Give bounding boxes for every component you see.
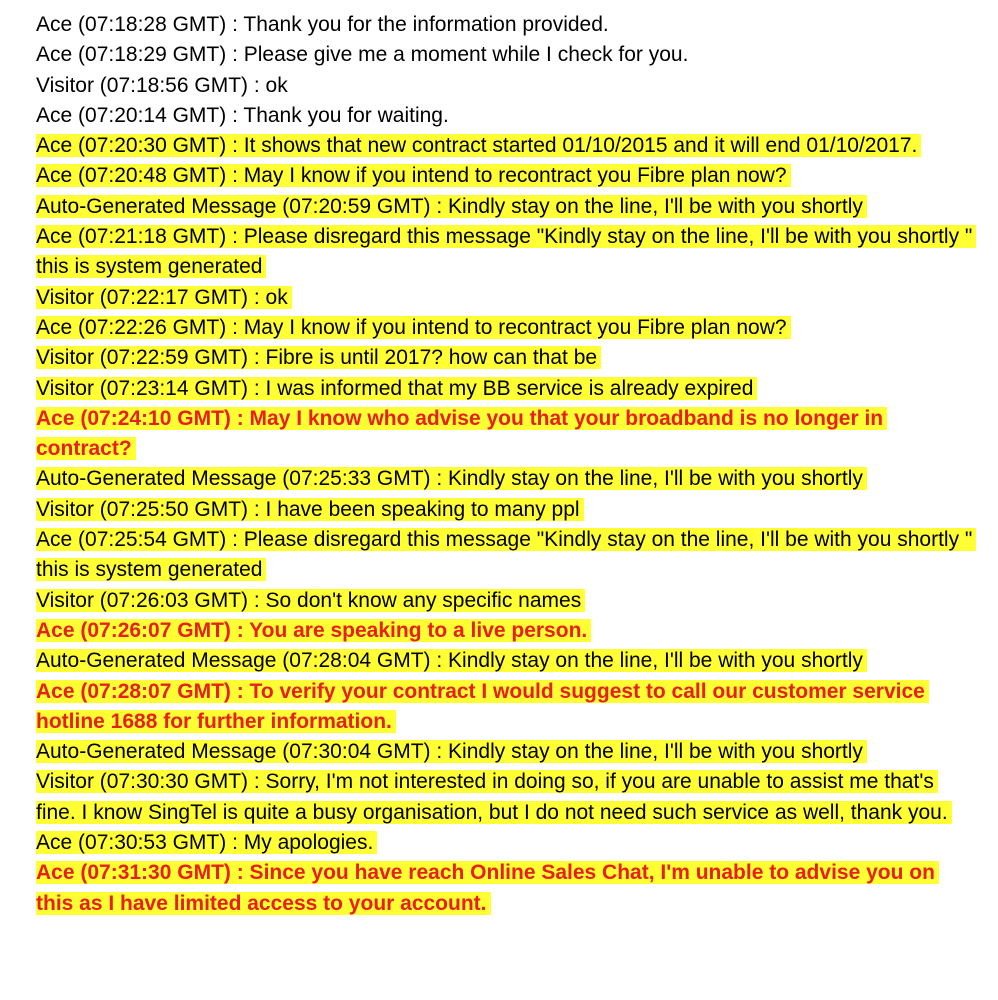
- chat-message: [36, 495, 976, 525]
- chat-message: [36, 677, 976, 738]
- chat-message: [36, 828, 976, 858]
- chat-message: [36, 646, 976, 676]
- message-text: Visitor (07:18:56 GMT) : ok: [36, 73, 288, 97]
- message-text: Ace (07:18:29 GMT) : Please give me a moment while I check for you.: [36, 43, 689, 67]
- highlighted-message-text: Auto-Generated Message (07:30:04 GMT) : Kindly stay on the line, I'll be with you shortly: [36, 740, 867, 763]
- chat-message: [36, 374, 976, 404]
- message-text: Ace (07:20:14 GMT) : Thank you for waiting.: [36, 103, 449, 127]
- chat-message: [36, 161, 976, 191]
- chat-message: [36, 101, 976, 131]
- emphasized-message-text: Ace (07:26:07 GMT) : You are speaking to a live person.: [36, 619, 591, 642]
- chat-message: [36, 192, 976, 222]
- chat-message: [36, 283, 976, 313]
- highlighted-message-text: Visitor (07:22:59 GMT) : Fibre is until 2017? how can that be: [36, 346, 601, 369]
- chat-message: [36, 464, 976, 494]
- highlighted-message-text: Visitor (07:26:03 GMT) : So don't know any specific names: [36, 589, 585, 612]
- highlighted-message-text: Auto-Generated Message (07:25:33 GMT) : Kindly stay on the line, I'll be with you shortly: [36, 467, 867, 490]
- highlighted-message-text: Visitor (07:23:14 GMT) : I was informed that my BB service is already expired: [36, 377, 757, 400]
- highlighted-message-text: Visitor (07:30:30 GMT) : Sorry, I'm not interested in doing so, if you are unable to assist me that's fine. I know SingTel is quite a busy organisation, but I do not need such service as well, thank you.: [36, 770, 952, 823]
- highlighted-message-text: Visitor (07:25:50 GMT) : I have been speaking to many ppl: [36, 498, 584, 521]
- highlighted-message-text: Auto-Generated Message (07:20:59 GMT) : Kindly stay on the line, I'll be with you shortly: [36, 195, 867, 218]
- emphasized-message-text: Ace (07:24:10 GMT) : May I know who advise you that your broadband is no longer in contract?: [36, 407, 887, 460]
- chat-message: [36, 343, 976, 373]
- highlighted-message-text: Ace (07:25:54 GMT) : Please disregard this message "Kindly stay on the line, I'll be with you shortly " this is system generated: [36, 528, 976, 581]
- chat-message: [36, 404, 976, 465]
- highlighted-message-text: Ace (07:21:18 GMT) : Please disregard this message "Kindly stay on the line, I'll be with you shortly " this is system generated: [36, 225, 976, 278]
- chat-message: [36, 10, 976, 40]
- message-text: Ace (07:18:28 GMT) : Thank you for the information provided.: [36, 13, 609, 36]
- chat-message: [36, 40, 976, 70]
- highlighted-message-text: Auto-Generated Message (07:28:04 GMT) : Kindly stay on the line, I'll be with you shortly: [36, 649, 867, 672]
- highlighted-message-text: Ace (07:20:48 GMT) : May I know if you intend to recontract you Fibre plan now?: [36, 164, 791, 187]
- chat-transcript: [36, 10, 976, 919]
- chat-message: [36, 131, 976, 161]
- chat-message: [36, 525, 976, 586]
- highlighted-message-text: Ace (07:22:26 GMT) : May I know if you intend to recontract you Fibre plan now?: [36, 316, 791, 339]
- chat-message: [36, 767, 976, 828]
- chat-message: [36, 222, 976, 283]
- emphasized-message-text: Ace (07:31:30 GMT) : Since you have reach Online Sales Chat, I'm unable to advise you on this as I have limited access to your account.: [36, 861, 939, 914]
- highlighted-message-text: Visitor (07:22:17 GMT) : ok: [36, 286, 292, 309]
- highlighted-message-text: Ace (07:30:53 GMT) : My apologies.: [36, 831, 377, 854]
- highlighted-message-text: Ace (07:20:30 GMT) : It shows that new contract started 01/10/2015 and it will end 01/10/2017.: [36, 134, 921, 157]
- chat-message: [36, 586, 976, 616]
- chat-message: [36, 858, 976, 919]
- emphasized-message-text: Ace (07:28:07 GMT) : To verify your contract I would suggest to call our customer service hotline 1688 for further information.: [36, 680, 929, 733]
- chat-message: [36, 616, 976, 646]
- chat-message: [36, 71, 976, 101]
- chat-message: [36, 737, 976, 767]
- chat-message: [36, 313, 976, 343]
